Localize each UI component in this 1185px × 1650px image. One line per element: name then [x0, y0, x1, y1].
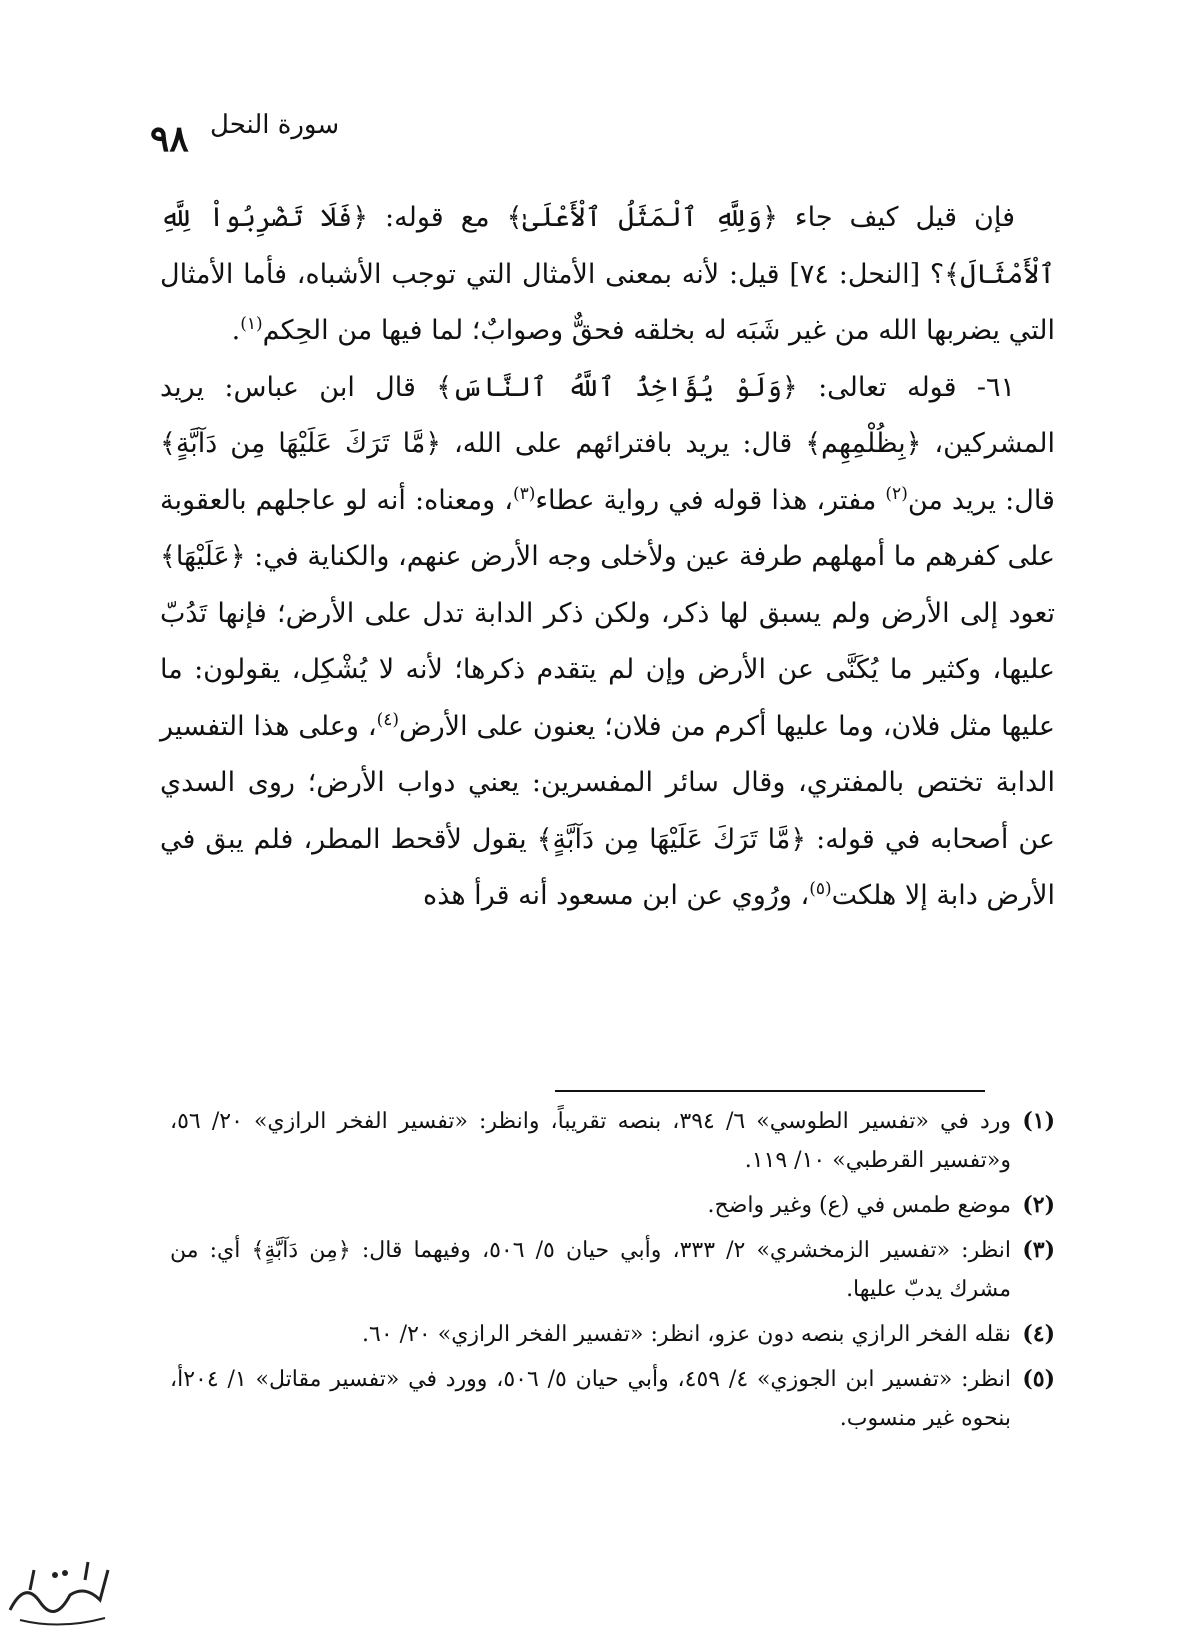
paragraph-1 — [160, 190, 1055, 360]
footnote-number: (١) — [1022, 1108, 1055, 1134]
footnote-3 — [170, 1231, 1055, 1309]
footnote-number: (٥) — [1022, 1366, 1055, 1392]
footnote-text: انظر: «تفسير الزمخشري» ٢/ ٣٣٣، وأبي حيان ٥/ ٥٠٦، وفيهما قال: ﴿مِن دَآبَّةٍ﴾ أي: من مشرك يدبّ عليها. — [170, 1238, 1012, 1302]
text-span: ، ورُوي عن ابن مسعود أنه قرأ هذه — [423, 880, 810, 911]
quran-verse: ﴿مَّا تَرَكَ عَلَيْهَا مِن دَآبَّةٍ﴾ — [160, 428, 442, 459]
quran-verse: ﴿فَلَا تَضْرِبُواْ لِلَّهِ ٱلْأَمْثَالَ﴾ — [160, 202, 1055, 290]
footnote-number: (٢) — [1022, 1192, 1055, 1218]
footnote-ref-3[interactable]: (٣) — [512, 483, 536, 504]
quran-verse: ﴿وَلِلَّهِ ٱلْمَثَلُ ٱلْأَعْلَىٰ﴾ — [506, 202, 778, 233]
text-span: فإن قيل كيف جاء — [777, 202, 1015, 233]
publisher-logo-icon — [0, 1540, 120, 1640]
quran-verse: ﴿عَلَيْهَا﴾ — [160, 541, 246, 572]
calligraphy-logo-icon — [0, 1540, 120, 1640]
text-span: قال ابن عباس: يريد المشركين، — [160, 371, 1055, 459]
footnote-number: (٤) — [1022, 1321, 1055, 1347]
text-span: ٦١- قوله تعالى: — [797, 371, 1015, 403]
text-span: مفتر، هذا قوله في رواية عطاء — [535, 484, 886, 516]
footnote-4 — [170, 1315, 1055, 1354]
text-span: ، وعلى هذا التفسير الدابة تختص بالمفتري، وقال سائر المفسرين: يعني دواب الأرض؛ روى السدي عن أصحابه في قوله: — [160, 710, 1055, 855]
quran-verse: ﴿بِظُلْمِهِم﴾ — [805, 428, 922, 459]
footnote-2 — [170, 1186, 1055, 1225]
footnote-ref-2[interactable]: (٢) — [885, 483, 908, 504]
footnote-ref-4[interactable]: (٤) — [376, 709, 399, 730]
text-span: قال: يريد من — [907, 484, 1055, 516]
footnote-text: نقله الفخر الرازي بنصه دون عزو، انظر: «تفسير الفخر الرازي» ٢٠/ ٦٠. — [362, 1322, 1011, 1347]
text-span: ؟ [النحل: ٧٤] قيل: لأنه بمعنى الأمثال التي توجب الأشباه، فأما الأمثال التي يضربها الله من غير شَبَه له بخلقه فحقٌّ وصوابٌ؛ لما فيها من الحِكم — [160, 258, 1055, 346]
footnote-5 — [170, 1360, 1055, 1438]
text-span: يقول لأقحط المطر، فلم يبق في الأرض دابة إلا هلكت — [160, 823, 1055, 911]
footnote-number: (٣) — [1022, 1237, 1055, 1263]
quran-verse: ﴿وَلَوْ يُؤَاخِذُ ٱللَّهُ ٱلنَّاسَ﴾ — [436, 371, 798, 403]
text-span: ، ومعناه: أنه لو عاجلهم بالعقوبة على كفرهم ما أمهلهم طرفة عين ولأخلى وجه الأرض عنهم، والكناية في: — [160, 484, 1055, 572]
page-number: ٩٨ — [150, 118, 189, 160]
footnote-1 — [170, 1102, 1055, 1180]
text-span: تعود إلى الأرض ولم يسبق لها ذكر، ولكن ذكر الدابة تدل على الأرض؛ فإنها تَدُبّ عليها، وكثير ما يُكَنَّى عن الأرض وإن لم يتقدم ذكرها؛ لأنه لا يُشْكِل، يقولون: ما عليها مثل فلان، وما عليها أكرم من فلان؛ يعنون على الأرض — [160, 597, 1055, 742]
footnote-separator — [555, 1090, 985, 1092]
footnotes — [170, 1102, 1055, 1444]
footnote-ref-5[interactable]: (٥) — [809, 879, 832, 899]
footnote-text: ورد في «تفسير الطوسي» ٦/ ٣٩٤، بنصه تقريباً، وانظر: «تفسير الفخر الرازي» ٢٠/ ٥٦، و«تفسير القرطبي» ١٠/ ١١٩. — [170, 1109, 1011, 1173]
paragraph-2 — [160, 360, 1055, 925]
text-span: قال: يريد بافترائهم على الله، — [441, 428, 806, 459]
text-span: . — [231, 315, 241, 346]
surah-title: سورة النحل — [210, 110, 340, 140]
footnote-ref-1[interactable]: (١) — [240, 314, 263, 334]
main-text — [160, 190, 1055, 925]
footnote-text: موضع طمس في (ع) وغير واضح. — [707, 1193, 1011, 1218]
text-span: مع قوله: — [368, 202, 507, 233]
quran-verse: ﴿مَّا تَرَكَ عَلَيْهَا مِن دَآبَّةٍ﴾ — [536, 823, 807, 855]
footnote-text: انظر: «تفسير ابن الجوزي» ٤/ ٤٥٩، وأبي حيان ٥/ ٥٠٦، وورد في «تفسير مقاتل» ١/ ٢٠٤أ، بنحوه غير منسوب. — [170, 1367, 1011, 1431]
